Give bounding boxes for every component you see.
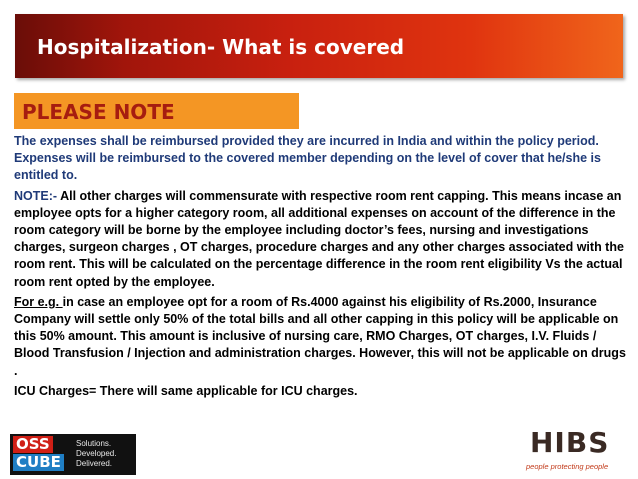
note-prefix: NOTE:- [14, 188, 58, 203]
tagline-line-3: Delivered. [76, 459, 113, 468]
hibs-logo [520, 426, 630, 478]
page-title: Hospitalization- What is covered [37, 35, 405, 59]
title-banner [15, 14, 623, 78]
paragraph-icu: ICU Charges= There will same applicable for ICU charges. [14, 383, 358, 398]
paragraph-reimbursement: The expenses shall be reimbursed provided they are incurred in India and within the policy period. Expenses will be reimbursed to the covered member depending on the level of cover that he/she is entitled to. [14, 134, 601, 183]
example-text: in case an employee opt for a room of Rs.4000 against his eligibility of Rs.2000, Insurance Company will settle only 50% of the total bills and all other capping in this policy will be applicable on this 50% amount. This amount is inclusive of nursing care, RMO Charges, OT charges, I.V. Fluids / Blood Transfusion / Injection and administration charges. However, this will not be applicable on drugs . [14, 294, 626, 378]
osscube-logo [10, 434, 136, 475]
hibs-logo-tagline: people protecting people [526, 462, 609, 471]
logo-oss-text: OSS [13, 436, 53, 453]
content-body [14, 133, 626, 403]
logo-tagline [76, 439, 136, 469]
note-text: All other charges will commensurate with respective room rent capping. This means incase an employee opts for a higher category room, all additional expenses on account of the difference in the room category will be borne by the employee including doctor’s fees, nursing and investigations charges, surgeon charges , OT charges, procedure charges and any other charges associated with the room rent. This will be calculated on the percentage difference in the room rent eligibility Vs the actual room rent opted by the employee. [14, 188, 624, 289]
note-box [14, 93, 299, 129]
note-label: PLEASE NOTE [22, 100, 175, 124]
hibs-logo-text: HIBS [530, 426, 610, 459]
paragraph-note [14, 188, 626, 291]
paragraph-example [14, 294, 626, 380]
example-prefix: For e.g. [14, 294, 63, 309]
logo-cube-text: CUBE [13, 454, 64, 471]
tagline-line-2: Developed. [76, 449, 117, 458]
tagline-line-1: Solutions. [76, 439, 112, 448]
